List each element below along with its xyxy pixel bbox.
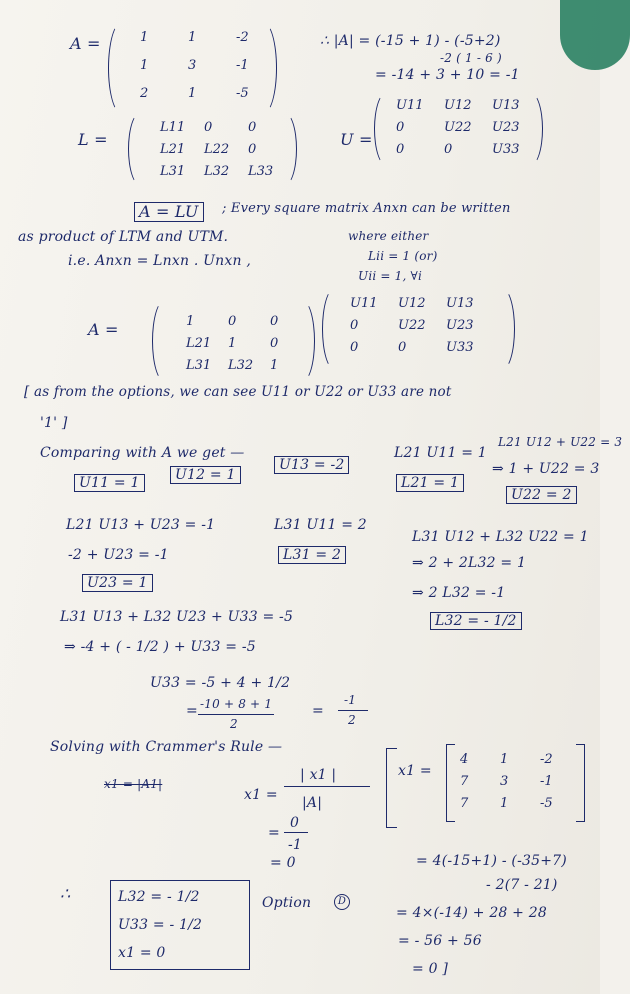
statement-line1: ; Every square matrix Anxn can be written (222, 201, 511, 216)
matrix-cell: L11 (160, 120, 186, 135)
step3-d1: L31 U13 + L32 U23 + U33 = -5 (60, 609, 294, 625)
product-l-left-paren (152, 300, 177, 382)
matrix-cell: L32 (204, 164, 230, 179)
matrix-cell: 1 (140, 58, 149, 73)
matrix-cell: U23 (446, 318, 474, 333)
matrix-cell: -5 (236, 86, 249, 101)
matrix-u-label: U = (340, 130, 373, 149)
matrix-cell: L22 (204, 142, 230, 157)
fraction-bar (338, 710, 368, 711)
option-label: Option (262, 895, 312, 911)
matrix-l-label: L = (78, 130, 108, 149)
matrix-cell: L32 (228, 358, 254, 373)
answer-l32: L32 = - 1/2 (118, 889, 200, 905)
answer-u33: U33 = - 1/2 (118, 917, 203, 933)
product-u-right-paren (490, 288, 515, 370)
matrix-cell: -1 (236, 58, 249, 73)
matrix-cell: 0 (444, 142, 453, 157)
step2-b1: L31 U11 = 2 (274, 517, 367, 533)
matrix-cell: 1 (186, 314, 195, 329)
cramer-frac-den: -1 (288, 837, 303, 853)
step2-a1: L21 U13 + U23 = -1 (66, 517, 216, 533)
matrix-cell: -1 (540, 774, 553, 789)
step3-d4-numerator: -10 + 8 + 1 (200, 697, 273, 711)
step2-c2: ⇒ 2 + 2L32 = 1 (412, 555, 527, 571)
step3-d4-denominator: 2 (230, 717, 238, 731)
matrix-l-left-paren (128, 112, 153, 186)
matrix-cell: L21 (186, 336, 212, 351)
a-equals-lu-boxed: A = LU (134, 202, 204, 222)
matrix-cell: 1 (188, 30, 197, 45)
matrix-cell: 0 (270, 336, 279, 351)
option-letter: D (334, 894, 350, 910)
calc-line5: = 0 ] (412, 961, 448, 977)
fraction-bar (284, 832, 308, 833)
x1-matrix-right-bracket (576, 744, 585, 822)
r-eq1: L21 U12 + U22 = 3 (498, 435, 623, 449)
matrix-cell: L33 (248, 164, 274, 179)
matrix-a-right-paren (250, 22, 277, 114)
matrix-cell: U11 (396, 98, 424, 113)
statement-where: where either (348, 229, 429, 243)
l21u11-eq: L21 U11 = 1 (394, 445, 487, 461)
equals-sign: = (186, 703, 198, 719)
matrix-cell: -2 (236, 30, 249, 45)
l31-boxed: L31 = 2 (278, 546, 346, 564)
det-a-line2: = -14 + 3 + 10 = -1 (375, 67, 520, 83)
matrix-cell: 1 (270, 358, 279, 373)
matrix-cell: L31 (186, 358, 212, 373)
step2-c3: ⇒ 2 L32 = -1 (412, 585, 506, 601)
statement-line2: as product of LTM and UTM. (18, 229, 229, 245)
matrix-cell: 3 (500, 774, 509, 789)
u11-boxed: U11 = 1 (74, 474, 145, 492)
matrix-cell: 0 (228, 314, 237, 329)
matrix-cell: 4 (460, 752, 469, 767)
matrix-cell: -2 (540, 752, 553, 767)
therefore-symbol: ∴ (60, 884, 71, 903)
calc-line3: = 4×(-14) + 28 + 28 (396, 905, 547, 921)
step2-c1: L31 U12 + L32 U22 = 1 (412, 529, 589, 545)
matrix-cell: 1 (500, 796, 509, 811)
matrix-cell: 0 (350, 340, 359, 355)
step3-d2: ⇒ -4 + ( - 1/2 ) + U33 = -5 (64, 639, 256, 655)
matrix-l-right-paren (272, 112, 297, 186)
matrix-cell: U11 (350, 296, 378, 311)
fraction-bar (284, 786, 370, 787)
fraction-bar (198, 714, 274, 715)
step3-d5-numerator: -1 (344, 693, 357, 707)
matrix-a-label: A = (70, 34, 101, 53)
matrix-cell: 1 (140, 30, 149, 45)
green-corner-decoration (560, 0, 630, 70)
step3-d5-denominator: 2 (348, 713, 356, 727)
matrix-a-left-paren (108, 22, 135, 114)
matrix-cell: 1 (228, 336, 237, 351)
det-a-line1: ∴ |A| = (-15 + 1) - (-5+2) (320, 33, 501, 49)
u23-boxed: U23 = 1 (82, 574, 153, 592)
cramer-heading: Solving with Crammer's Rule — (50, 739, 283, 755)
matrix-cell: U22 (444, 120, 472, 135)
matrix-cell: 0 (350, 318, 359, 333)
step2-a2: -2 + U23 = -1 (68, 547, 169, 563)
u22-boxed: U22 = 2 (506, 486, 577, 504)
x1-matrix-label: x1 = (398, 763, 432, 779)
matrix-cell: U22 (398, 318, 426, 333)
matrix-cell: U33 (446, 340, 474, 355)
statement-uii: Uii = 1, ∀i (358, 269, 423, 283)
matrix-cell: 7 (460, 796, 469, 811)
note-line2: '1' ] (40, 415, 68, 431)
calc-line4: = - 56 + 56 (398, 933, 482, 949)
cramer-result: = 0 (270, 855, 296, 871)
matrix-cell: U33 (492, 142, 520, 157)
matrix-cell: 0 (396, 120, 405, 135)
l21-boxed: L21 = 1 (396, 474, 464, 492)
r-eq2: ⇒ 1 + U22 = 3 (492, 461, 600, 477)
matrix-cell: U23 (492, 120, 520, 135)
step3-d3: U33 = -5 + 4 + 1/2 (150, 675, 291, 691)
matrix-cell: 2 (140, 86, 149, 101)
matrix-cell: U13 (492, 98, 520, 113)
calc-line2: - 2(7 - 21) (486, 877, 558, 893)
matrix-cell: 0 (248, 120, 257, 135)
x1-matrix-left-bracket (446, 744, 455, 822)
matrix-cell: 7 (460, 774, 469, 789)
equals-sign: = (312, 703, 324, 719)
matrix-cell: 1 (188, 86, 197, 101)
cramer-frac-num: 0 (290, 815, 300, 831)
matrix-cell: 0 (398, 340, 407, 355)
statement-lii: Lii = 1 (or) (368, 249, 438, 263)
matrix-cell: U12 (444, 98, 472, 113)
cramer-numerator: | x1 | (300, 767, 337, 783)
compare-heading: Comparing with A we get — (40, 445, 245, 461)
u12-boxed: U12 = 1 (170, 466, 241, 484)
x1-matrix-outer-bracket (386, 748, 397, 828)
matrix-cell: L21 (160, 142, 186, 157)
matrix-cell: 0 (396, 142, 405, 157)
l32-boxed: L32 = - 1/2 (430, 612, 522, 630)
matrix-u-right-paren (518, 92, 543, 166)
product-l-right-paren (290, 300, 315, 382)
matrix-cell: U13 (446, 296, 474, 311)
matrix-cell: 0 (270, 314, 279, 329)
matrix-cell: 0 (248, 142, 257, 157)
note-line1: [ as from the options, we can see U11 or U22 or U33 are not (24, 384, 452, 400)
product-a-label: A = (88, 320, 119, 339)
matrix-cell: 1 (500, 752, 509, 767)
matrix-cell: U12 (398, 296, 426, 311)
matrix-cell: 0 (204, 120, 213, 135)
statement-line3: i.e. Anxn = Lnxn . Unxn , (68, 253, 251, 269)
det-a-line1b: -2 ( 1 - 6 ) (440, 51, 502, 65)
equals-sign: = (268, 825, 280, 841)
calc-line1: = 4(-15+1) - (-35+7) (416, 853, 567, 869)
u13-boxed: U13 = -2 (274, 456, 349, 474)
product-u-left-paren (322, 288, 347, 370)
matrix-cell: 3 (188, 58, 197, 73)
cramer-denominator: |A| (302, 795, 323, 811)
answer-x1: x1 = 0 (118, 945, 166, 961)
matrix-cell: L31 (160, 164, 186, 179)
matrix-cell: -5 (540, 796, 553, 811)
struck-attempt: x1 = |A1| (104, 777, 163, 791)
cramer-x1-label: x1 = (244, 787, 278, 803)
